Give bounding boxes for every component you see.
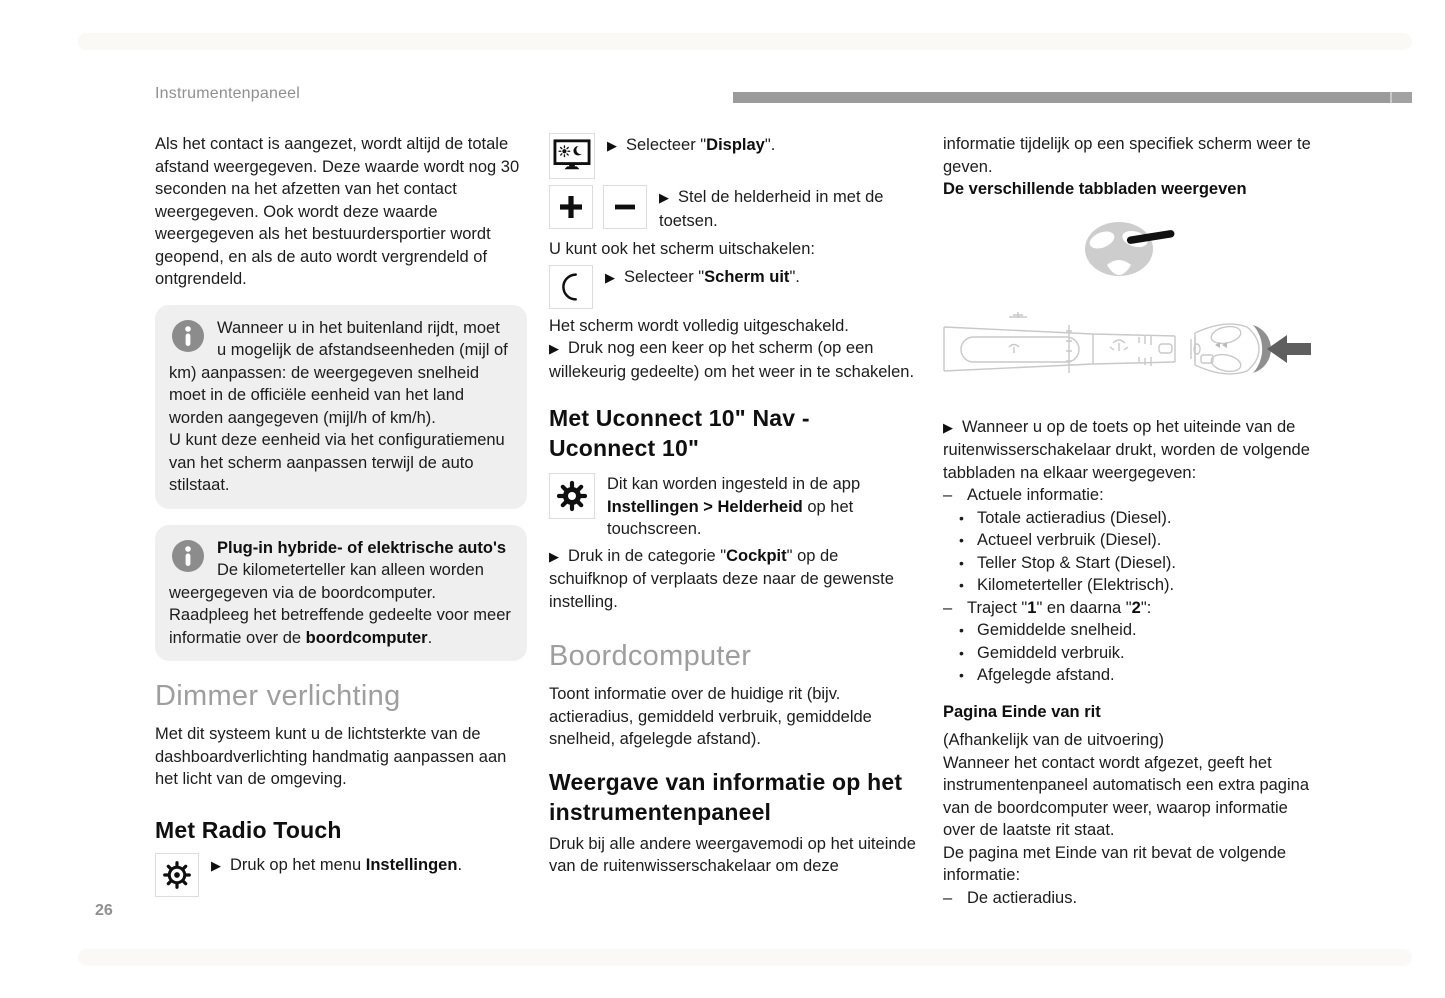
radio-touch-step <box>155 853 527 897</box>
page-number: 26 <box>95 902 113 919</box>
section-progress-bar-end <box>1390 92 1412 103</box>
next-page-edge <box>78 949 1412 966</box>
action-arrow-icon: ▶ <box>659 190 669 205</box>
bullet-marker: • <box>959 644 964 661</box>
step-text: ▶ Stel de helderheid in met de toetsen. <box>659 188 884 230</box>
wiper-step: ▶ Wanneer u op de toets op het uiteinde van de ruitenwisserschakelaar drukt, worden de volgende tabbladen na elkaar weergegeven: <box>943 417 1310 482</box>
dimmer-paragraph: Met dit systeem kunt u de lichtsterkte van de dashboardverlichting handmatig aanpassen aan het licht van de omgeving. <box>155 725 507 788</box>
end-of-trip-paragraph: Wanneer het contact wordt afgezet, geeft het instrumentenpaneel automatisch een extra pagina van de boordcomputer weer, waarop informatie over de laatste rit staat. <box>943 753 1309 839</box>
infobox-text-bold: boordcomputer <box>305 628 428 647</box>
section-heading-boordcomputer: Boordcomputer <box>549 640 752 672</box>
tab-sublist-item: • Actueel verbruik (Diesel). <box>943 529 1315 552</box>
step-text: Dit kan worden ingesteld in de app <box>607 475 861 493</box>
infobox-distance-units <box>155 305 527 509</box>
tabs-heading: De verschillende tabbladen weergeven <box>943 180 1247 198</box>
infobox-title: Plug-in hybride- of elektrische auto's <box>217 538 507 557</box>
wiper-stalk-illustration <box>943 295 1315 408</box>
infobox-text: De kilometerteller kan alleen worden weergegeven via de boordcomputer. Raadpleeg het betreffende gedeelte voor meer informatie over de <box>169 561 511 647</box>
settings-gear-icon <box>155 853 199 897</box>
screen-on-step: ▶ Druk nog een keer op het scherm (op een willekeurig gedeelte) om het weer in te schakelen. <box>549 339 915 381</box>
bullet-marker: • <box>959 554 964 571</box>
previous-page-edge <box>78 33 1412 50</box>
end-of-trip-paragraph: De pagina met Einde van rit bevat de volgende informatie: <box>943 843 1287 884</box>
steering-wheel-illustration <box>943 217 1315 288</box>
infobox-phev <box>155 525 527 662</box>
subsection-heading-radio-touch: Met Radio Touch <box>155 816 342 843</box>
step-text: ▶ Selecteer "Scherm uit". <box>605 267 800 286</box>
intro-paragraph: Als het contact is aangezet, wordt altijd de totale afstand weergegeven. Deze waarde wordt nog 30 seconden na het afzetten van het contact weergegeven. Ook wordt deze waarde weergegeven als het bestuurdersportier wordt geopend, en als de auto wordt vergrendeld of ontgrendeld. <box>155 135 520 288</box>
tab-sublist-item: • Gemiddelde snelheid. <box>943 619 1315 642</box>
brightness-step <box>549 185 921 232</box>
screen-off-step <box>549 265 921 309</box>
infobox-text: . <box>427 628 433 647</box>
step-text: ▶ Selecteer "Display". <box>607 136 776 154</box>
info-icon <box>171 539 205 573</box>
tab-sublist-item: • Totale actieradius (Diesel). <box>943 507 1315 530</box>
uconnect-app-step: Dit kan worden ingesteld in de app Instellingen > Helderheid op het touchscreen. <box>549 473 921 541</box>
bullet-marker: • <box>959 667 964 683</box>
page-title: Instrumentenpaneel <box>155 85 301 102</box>
screen-off-note: Het scherm wordt volledig uitgeschakeld. <box>549 316 849 335</box>
dash-marker: – <box>943 486 953 504</box>
column-middle <box>549 133 921 878</box>
cockpit-step: ▶ Druk in de categorie "Cockpit" op de schuifknop of verplaats deze naar de gewenste instelling. <box>549 546 894 611</box>
end-of-trip-heading: Pagina Einde van rit <box>943 702 1101 721</box>
display-step <box>549 133 921 179</box>
section-progress-bar <box>733 92 1412 103</box>
infobox-text: U kunt deze eenheid via het configuratiemenu van het scherm aanpassen terwijl de auto stilstaat. <box>169 431 505 494</box>
continuation-paragraph: informatie tijdelijk op een specifiek scherm weer te geven. <box>943 135 1311 176</box>
tab-list-item: – Actuele informatie: <box>943 484 1315 507</box>
action-arrow-icon: ▶ <box>549 548 559 564</box>
dash-marker: – <box>943 598 953 617</box>
bullet-marker: • <box>959 509 964 526</box>
action-arrow-icon: ▶ <box>943 419 953 435</box>
action-arrow-icon: ▶ <box>605 269 615 285</box>
display-day-night-icon <box>549 133 595 179</box>
bullet-marker: • <box>959 577 964 593</box>
bullet-marker: • <box>959 532 964 548</box>
weergave-paragraph: Druk bij alle andere weergavemodi op het uiteinde van de ruitenwisserschakelaar om deze <box>549 834 916 875</box>
step-text: ▶ Druk op het menu Instellingen. <box>211 855 463 874</box>
info-icon <box>171 319 205 353</box>
column-right <box>943 133 1315 909</box>
tab-list-item: – Traject "1" en daarna "2": <box>943 597 1315 620</box>
moon-icon <box>549 265 593 309</box>
minus-icon <box>603 185 647 229</box>
tab-sublist-item: • Kilometerteller (Elektrisch). <box>943 574 1315 597</box>
action-arrow-icon: ▶ <box>211 857 221 873</box>
dash-marker: – <box>943 888 953 907</box>
plus-icon <box>549 185 593 229</box>
section-heading-dimmer: Dimmer verlichting <box>155 680 401 712</box>
subsection-heading-weergave: Weergave van informatie op het instrumentenpaneel <box>549 768 903 825</box>
column-left <box>155 133 527 897</box>
tab-sublist-item: • Gemiddeld verbruik. <box>943 642 1315 665</box>
end-of-trip-variant-note: (Afhankelijk van de uitvoering) <box>943 731 1165 749</box>
bullet-marker: • <box>959 622 964 638</box>
settings-gear-icon <box>549 473 595 519</box>
boordcomputer-paragraph: Toont informatie over de huidige rit (bijv. actieradius, gemiddeld verbruik, gemiddelde snelheid, afgelegde afstand). <box>549 685 872 748</box>
infobox-text: Wanneer u in het buitenland rijdt, moet u mogelijk de afstandseenheden (mijl of km) aanpassen: de weergegeven snelheid moet in de officiële eenheid van het land worden aangegeven (mijl/h of km/h). <box>169 318 508 427</box>
subsection-heading-uconnect: Met Uconnect 10" Nav - Uconnect 10" <box>549 405 810 461</box>
action-arrow-icon: ▶ <box>607 138 617 153</box>
tab-sublist-item: • Afgelegde afstand. <box>943 664 1315 687</box>
action-arrow-icon: ▶ <box>549 341 559 356</box>
tab-sublist-item: • Teller Stop & Start (Diesel). <box>943 552 1315 575</box>
screen-off-intro: U kunt ook het scherm uitschakelen: <box>549 240 815 258</box>
end-of-trip-item: – De actieradius. <box>943 887 1315 910</box>
